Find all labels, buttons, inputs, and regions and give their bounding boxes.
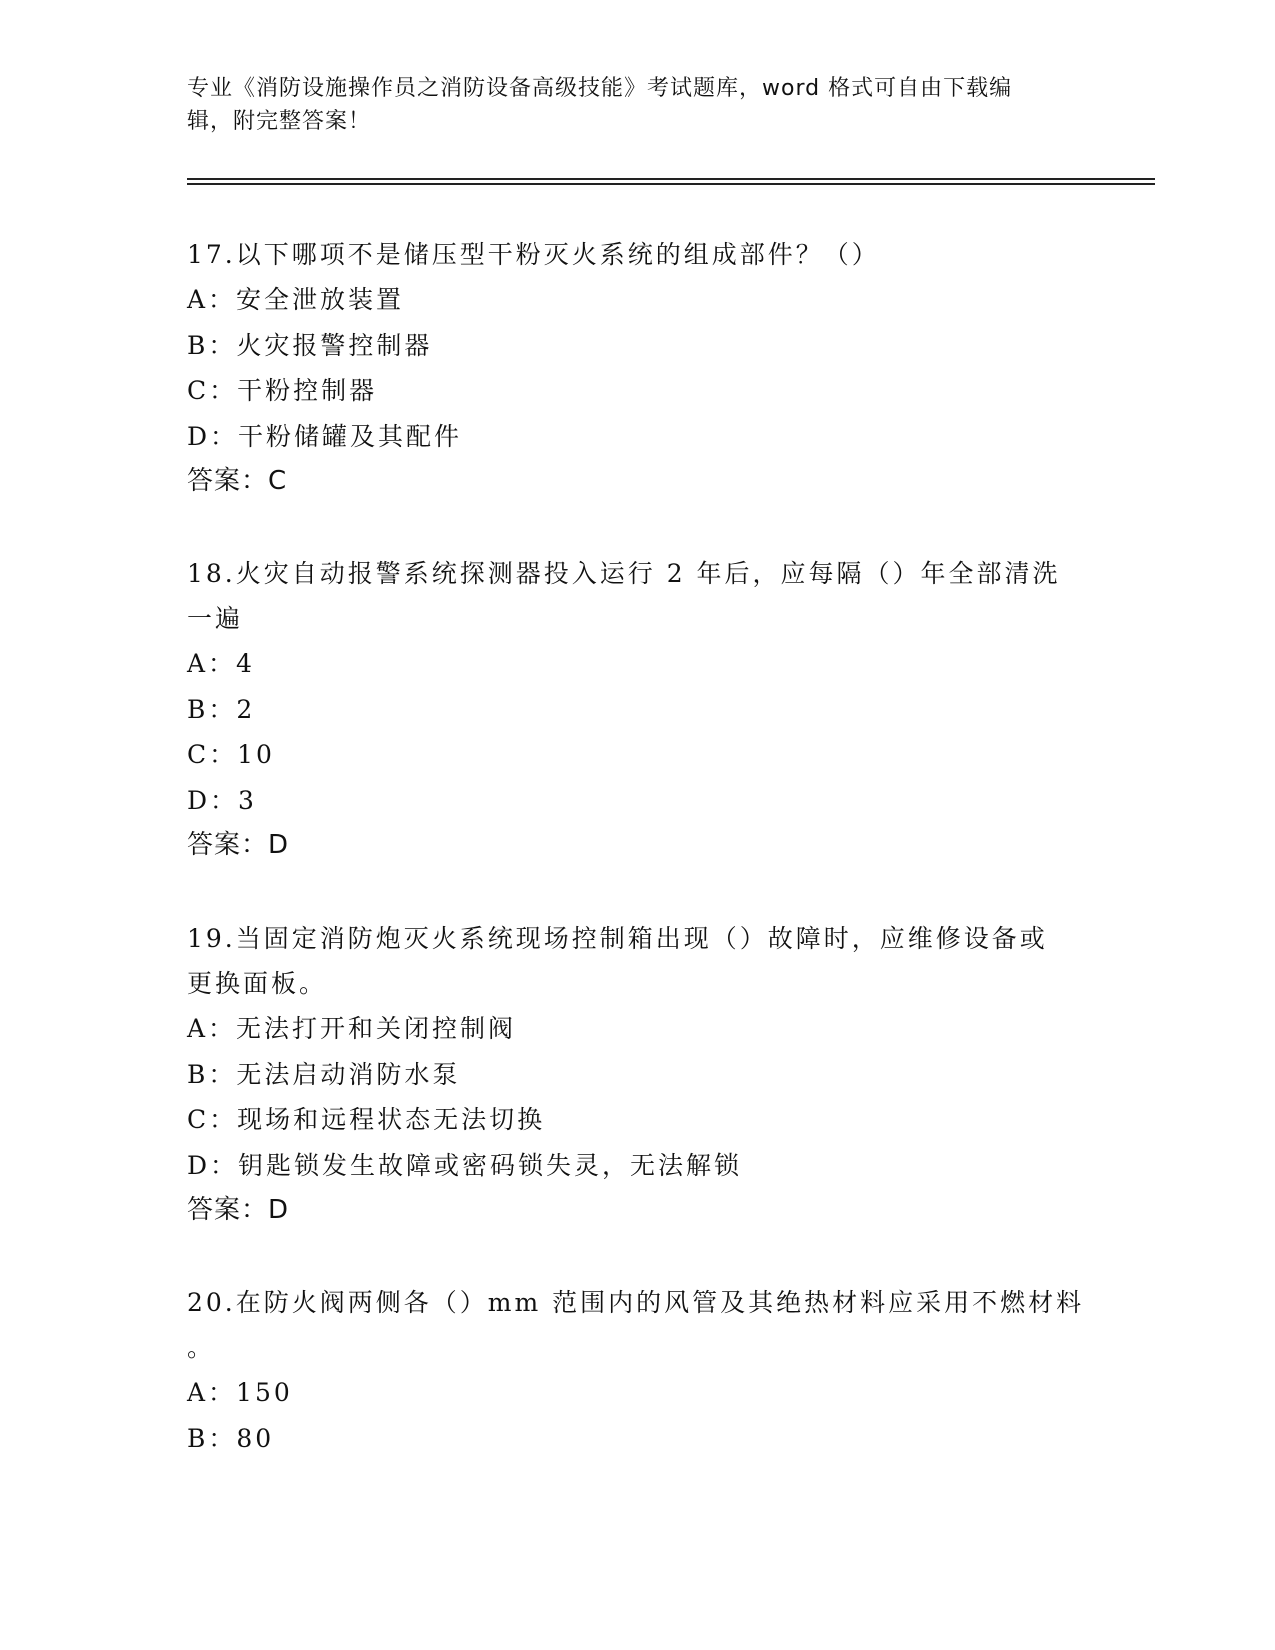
option-c: C：10: [187, 740, 275, 769]
question-stem-continued: 更换面板。: [187, 969, 328, 998]
header-divider-top: [187, 178, 1155, 180]
header-line-1: 专业《消防设施操作员之消防设备高级技能》考试题库，word 格式可自由下载编: [187, 76, 1013, 101]
document-header: [187, 72, 1067, 138]
option-a: A：150: [187, 1378, 293, 1407]
option-d: D：3: [187, 785, 257, 815]
answer: 答案：C: [187, 466, 288, 496]
question-20: [187, 1280, 1087, 1461]
question-18: [187, 551, 1087, 869]
option-b: B：火灾报警控制器: [187, 330, 433, 360]
option-a: A：4: [187, 649, 255, 678]
question-19: [187, 916, 1087, 1234]
question-17: [187, 232, 1087, 505]
option-d: D：钥匙锁发生故障或密码锁失灵，无法解锁: [187, 1150, 743, 1180]
option-d: D：干粉储罐及其配件: [187, 421, 463, 451]
option-c: C：现场和远程状态无法切换: [187, 1105, 546, 1134]
option-a: A：无法打开和关闭控制阀: [187, 1014, 517, 1043]
question-stem-continued: 。: [187, 1333, 216, 1362]
option-b: B：2: [187, 694, 256, 724]
answer: 答案：D: [187, 1195, 290, 1225]
option-a: A：安全泄放装置: [187, 285, 405, 314]
option-b: B：无法启动消防水泵: [187, 1059, 461, 1089]
question-stem: 20.在防火阀两侧各（）mm 范围内的风管及其绝热材料应采用不燃材料: [187, 1288, 1085, 1317]
question-stem: 17.以下哪项不是储压型干粉灭火系统的组成部件？（）: [187, 240, 880, 269]
header-divider-bottom: [187, 183, 1155, 185]
question-stem-continued: 一遍: [187, 604, 244, 633]
question-stem: 18.火灾自动报警系统探测器投入运行 2 年后，应每隔（）年全部清洗: [187, 559, 1061, 588]
answer: 答案：D: [187, 830, 290, 860]
header-line-2: 辑，附完整答案！: [187, 109, 372, 134]
option-c: C：干粉控制器: [187, 376, 378, 405]
question-stem: 19.当固定消防炮灭火系统现场控制箱出现（）故障时，应维修设备或: [187, 924, 1048, 953]
option-b: B：80: [187, 1423, 275, 1453]
